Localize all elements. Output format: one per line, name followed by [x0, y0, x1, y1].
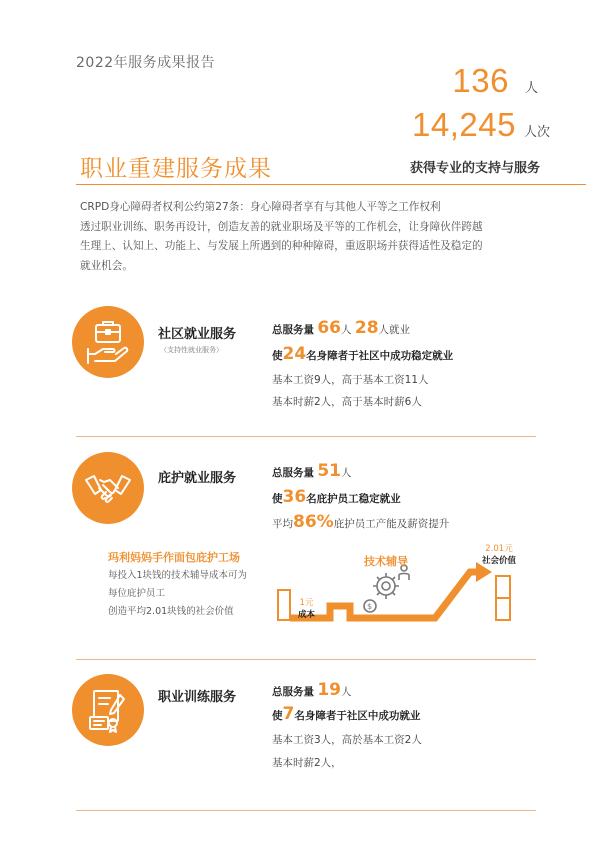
svg-text:$: $: [367, 602, 373, 611]
intro-line: 透过职业训练、职务再设计，创造友善的就业职场及平等的工作机会，让身障伙伴跨越: [80, 220, 483, 233]
briefcase-hand-icon: [72, 306, 144, 378]
training-wage-line: 基本工资3人，高於基本工资2人: [272, 734, 422, 746]
intro-line: CRPD身心障碍者权利公约第27条：身心障碍者享有与其他人平等之工作权利: [80, 201, 441, 213]
total-label: 总服务量: [272, 324, 314, 336]
community-hourly-line: 基本时薪2人，高于基本时薪6人: [272, 396, 422, 408]
stat-people-value: 136: [452, 62, 509, 99]
community-service-title: 社区就业服务: [158, 327, 237, 342]
total-label: 总服务量: [272, 686, 314, 698]
workshop-line: 每投入1块钱的技术辅导成本可为: [108, 570, 248, 581]
gear-person-icon: [364, 565, 409, 612]
community-service-subtitle: （支持性就业服务）: [160, 346, 223, 354]
workshop-line: 创造平均2.01块钱的社会价值: [108, 606, 234, 617]
stat-people: [452, 64, 538, 97]
total-unit: 人: [341, 324, 352, 336]
cost-label: 成本: [298, 610, 316, 620]
sheltered-stable: [272, 487, 401, 507]
community-stable: [272, 344, 453, 364]
intro-line: 就业机会。: [80, 259, 133, 272]
workshop-title: 玛利妈妈手作面包庇护工场: [108, 551, 240, 564]
avg-prefix: 平均: [272, 518, 293, 530]
section-divider: [76, 659, 536, 660]
stat-visits-unit: 人次: [523, 125, 550, 140]
sheltered-service-title: 庇护就业服务: [158, 471, 237, 486]
social-value-label-group: [482, 542, 516, 566]
total-value: 19: [317, 680, 342, 700]
community-wage-line: 基本工资9人，高于基本工资11人: [272, 374, 429, 386]
stable-value: 24: [282, 344, 307, 364]
sheltered-total: [272, 461, 352, 481]
stable-prefix: 使: [272, 710, 283, 722]
training-stable: [272, 704, 420, 724]
tech-support-label: 技术辅导: [364, 555, 408, 568]
avg-suffix: 庇护员工产能及薪资提升: [333, 518, 450, 530]
total-unit: 人: [341, 467, 352, 479]
avg-value: 86%: [293, 512, 334, 532]
social-value-label: 社会价值: [482, 556, 517, 566]
total-unit: 人: [341, 686, 352, 698]
employed-unit: 人就业: [378, 324, 411, 336]
stat-visits-value: 14,245: [412, 106, 516, 143]
stat-people-unit: 人: [524, 81, 538, 96]
total-value: 66: [317, 318, 342, 338]
training-total: [272, 680, 352, 700]
community-total: [272, 318, 410, 338]
workshop-description: [108, 567, 247, 621]
stable-suffix: 名身障者于社区中成功就业: [294, 710, 421, 722]
training-certificate-icon: [72, 674, 144, 746]
stat-visits: [412, 108, 550, 141]
stable-suffix: 名身障者于社区中成功稳定就业: [306, 350, 454, 362]
report-title: 2022年服务成果报告: [76, 55, 216, 71]
intro-line: 生理上、认知上、功能上、与发展上所遇到的种种障碍，重返职场并获得适性及稳定的: [80, 240, 483, 252]
intro-paragraph: [80, 198, 550, 276]
social-value: 2.01元: [485, 544, 513, 554]
stat-caption: 获得专业的支持与服务: [409, 161, 540, 176]
section-divider: [76, 810, 536, 811]
section-divider: [76, 436, 536, 437]
total-value: 51: [317, 461, 342, 481]
stable-suffix: 名庇护员工稳定就业: [306, 493, 401, 505]
workshop-line: 每位庇护员工: [108, 588, 166, 599]
handshake-icon: [72, 452, 144, 524]
total-label: 总服务量: [272, 467, 314, 479]
training-hourly-line: 基本时薪2人，: [272, 757, 342, 769]
cost-value: 1元: [299, 598, 314, 608]
stable-value: 7: [282, 704, 295, 724]
sheltered-average: [272, 512, 449, 532]
cost-label-group: [298, 596, 315, 620]
training-service-title: 职业训练服务: [158, 690, 237, 705]
stable-value: 36: [282, 487, 307, 507]
stable-prefix: 使: [272, 350, 283, 362]
cost-bar: [278, 590, 290, 620]
employed-value: 28: [354, 318, 379, 338]
title-divider: [76, 184, 586, 185]
main-title: 职业重建服务成果: [80, 156, 272, 182]
stable-prefix: 使: [272, 493, 283, 505]
